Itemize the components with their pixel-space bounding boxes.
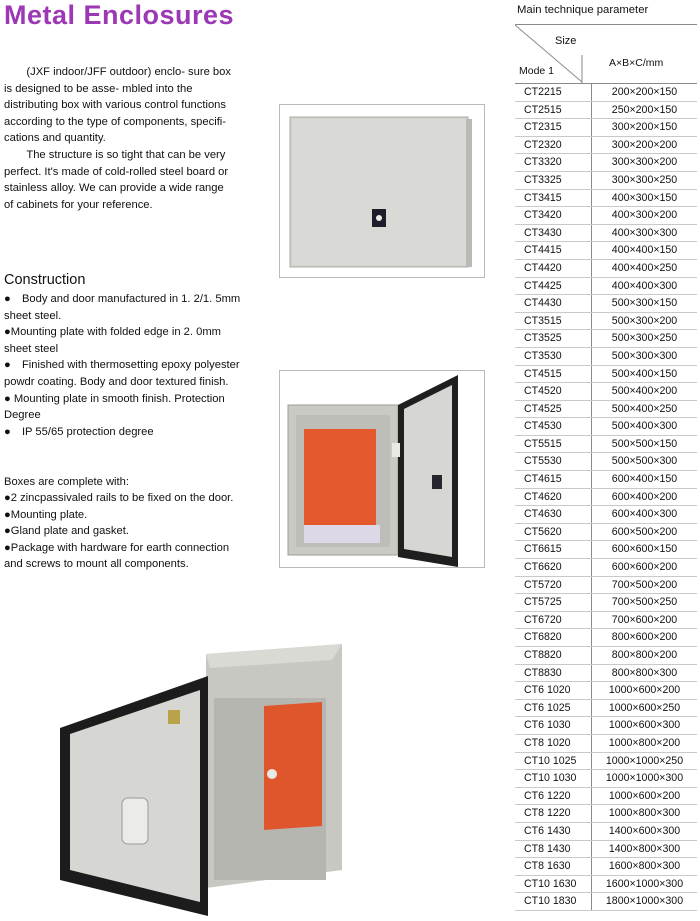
size-cell: 500×400×250 [592, 400, 698, 418]
size-cell: 500×400×150 [592, 365, 698, 383]
model-cell: CT2315 [515, 119, 592, 137]
model-cell: CT4530 [515, 418, 592, 436]
list-item: ●Package with hardware for earth connection and screws to mount all components. [4, 541, 230, 571]
model-cell: CT4420 [515, 259, 592, 277]
table-row [515, 488, 697, 506]
size-cell: 500×500×150 [592, 435, 698, 453]
open-enclosure-photo [279, 370, 485, 568]
open-enclosure-large-image [60, 644, 358, 916]
model-cell: CT10 1025 [515, 752, 592, 770]
model-cell: CT3525 [515, 330, 592, 348]
size-cell: 1600×800×300 [592, 858, 698, 876]
model-cell: CT3530 [515, 347, 592, 365]
table-row [515, 259, 697, 277]
table-row [515, 435, 697, 453]
table-row [515, 822, 697, 840]
table-title: Main technique parameter [517, 4, 649, 16]
model-cell: CT4425 [515, 277, 592, 295]
table-row [515, 699, 697, 717]
model-cell: CT3415 [515, 189, 592, 207]
table-row [515, 805, 697, 823]
table-row [515, 418, 697, 436]
list-item: ● Body and door manufactured in 1. 2/1. 5mm sheet steel. [4, 293, 241, 322]
closed-enclosure-photo [279, 104, 485, 278]
model-cell: CT6615 [515, 541, 592, 559]
table-row [515, 330, 697, 348]
model-cell: CT5620 [515, 523, 592, 541]
table-row [515, 400, 697, 418]
parameter-table [515, 24, 697, 911]
size-cell: 600×400×300 [592, 506, 698, 524]
table-row [515, 154, 697, 172]
model-cell: CT2515 [515, 101, 592, 119]
table-row [515, 770, 697, 788]
size-cell: 500×300×200 [592, 312, 698, 330]
model-cell: CT3320 [515, 154, 592, 172]
table-row [515, 383, 697, 401]
model-cell: CT6 1430 [515, 822, 592, 840]
model-cell: CT5725 [515, 594, 592, 612]
list-item: ● Mounting plate in smooth finish. Protection Degree [4, 392, 225, 422]
construction-list [4, 291, 244, 440]
size-cell: 500×300×300 [592, 347, 698, 365]
size-cell: 500×500×300 [592, 453, 698, 471]
size-cell: 200×200×150 [592, 84, 698, 101]
table-row [515, 752, 697, 770]
model-cell: CT5515 [515, 435, 592, 453]
model-cell: CT6 1030 [515, 717, 592, 735]
size-cell: 1000×1000×250 [592, 752, 698, 770]
list-item: ●Gland plate and gasket. [4, 525, 129, 538]
table-row [515, 119, 697, 137]
open-enclosure-large-photo [60, 644, 358, 916]
header-size-label: Size [555, 35, 577, 47]
size-cell: 1000×1000×300 [592, 770, 698, 788]
model-cell: CT6820 [515, 629, 592, 647]
model-cell: CT3430 [515, 224, 592, 242]
model-cell: CT5530 [515, 453, 592, 471]
size-cell: 1000×800×200 [592, 734, 698, 752]
model-cell: CT4415 [515, 242, 592, 260]
size-cell: 700×600×200 [592, 611, 698, 629]
table-row [515, 629, 697, 647]
size-cell: 400×400×150 [592, 242, 698, 260]
table-row [515, 858, 697, 876]
model-cell: CT3420 [515, 207, 592, 225]
size-cell: 300×300×200 [592, 154, 698, 172]
model-cell: CT8 1630 [515, 858, 592, 876]
table-row [515, 312, 697, 330]
size-cell: 500×300×250 [592, 330, 698, 348]
table-row [515, 471, 697, 489]
model-cell: CT8830 [515, 664, 592, 682]
model-cell: CT6 1020 [515, 682, 592, 700]
table-row [515, 717, 697, 735]
table-row [515, 875, 697, 893]
model-cell: CT10 1630 [515, 875, 592, 893]
model-cell: CT6 1220 [515, 787, 592, 805]
table-header [515, 24, 697, 84]
size-cell: 700×500×200 [592, 576, 698, 594]
table-row [515, 559, 697, 577]
model-cell: CT2320 [515, 136, 592, 154]
model-cell: CT4620 [515, 488, 592, 506]
table-row [515, 840, 697, 858]
size-cell: 800×600×200 [592, 629, 698, 647]
model-cell: CT5720 [515, 576, 592, 594]
size-cell: 1600×1000×300 [592, 875, 698, 893]
size-cell: 500×400×300 [592, 418, 698, 436]
size-cell: 600×400×150 [592, 471, 698, 489]
table-row [515, 207, 697, 225]
table-row [515, 787, 697, 805]
size-cell: 400×400×300 [592, 277, 698, 295]
size-cell: 800×800×300 [592, 664, 698, 682]
size-cell: 300×300×250 [592, 171, 698, 189]
open-enclosure-image [280, 371, 484, 567]
intro-text [4, 64, 236, 213]
size-cell: 1400×600×300 [592, 822, 698, 840]
table-row [515, 295, 697, 313]
model-cell: CT4430 [515, 295, 592, 313]
table-row [515, 242, 697, 260]
size-cell: 800×800×200 [592, 647, 698, 665]
table-row [515, 541, 697, 559]
table-row [515, 893, 697, 911]
size-cell: 500×400×200 [592, 383, 698, 401]
list-item: ● IP 55/65 protection degree [4, 425, 154, 438]
closed-enclosure-image [280, 105, 484, 277]
size-cell: 400×300×150 [592, 189, 698, 207]
table-row [515, 611, 697, 629]
model-cell: CT4520 [515, 383, 592, 401]
model-cell: CT4615 [515, 471, 592, 489]
model-cell: CT8820 [515, 647, 592, 665]
size-cell: 600×400×200 [592, 488, 698, 506]
model-cell: CT10 1030 [515, 770, 592, 788]
model-cell: CT10 1830 [515, 893, 592, 911]
header-mode-label: Mode 1 [519, 65, 555, 77]
table-row [515, 506, 697, 524]
size-cell: 600×500×200 [592, 523, 698, 541]
table-body [515, 84, 697, 910]
table-row [515, 224, 697, 242]
size-cell: 700×500×250 [592, 594, 698, 612]
model-cell: CT4525 [515, 400, 592, 418]
list-item: ●Mounting plate with folded edge in 2. 0mm sheet steel [4, 326, 221, 355]
list-item: ●Mounting plate. [4, 508, 88, 521]
size-cell: 600×600×150 [592, 541, 698, 559]
size-cell: 1000×600×300 [592, 717, 698, 735]
table-row [515, 84, 697, 101]
model-cell: CT4630 [515, 506, 592, 524]
model-cell: CT6620 [515, 559, 592, 577]
model-cell: CT8 1220 [515, 805, 592, 823]
size-cell: 1000×600×200 [592, 787, 698, 805]
size-cell: 400×300×200 [592, 207, 698, 225]
model-cell: CT6720 [515, 611, 592, 629]
size-cell: 600×600×200 [592, 559, 698, 577]
size-cell: 500×300×150 [592, 295, 698, 313]
header-dims-label: A×B×C/mm [609, 57, 664, 69]
table-row [515, 365, 697, 383]
construction-heading: Construction [4, 272, 86, 288]
size-cell: 300×200×150 [592, 119, 698, 137]
table-row [515, 594, 697, 612]
intro-paragraph-1: (JXF indoor/JFF outdoor) enclo- sure box is designed to be asse- mbled into the distributing box with various control functions according to the type of components, specifi- cations and quantity. [4, 66, 231, 145]
model-cell: CT6 1025 [515, 699, 592, 717]
boxes-heading: Boxes are complete with: [4, 476, 129, 488]
size-cell: 1800×1000×300 [592, 893, 698, 911]
model-cell: CT8 1430 [515, 840, 592, 858]
model-cell: CT4515 [515, 365, 592, 383]
table-row [515, 647, 697, 665]
model-cell: CT8 1020 [515, 734, 592, 752]
model-cell: CT3515 [515, 312, 592, 330]
table-row [515, 347, 697, 365]
size-cell: 300×200×200 [592, 136, 698, 154]
table-row [515, 576, 697, 594]
table-row [515, 734, 697, 752]
size-cell: 1000×800×300 [592, 805, 698, 823]
table-row [515, 189, 697, 207]
list-item: ● Finished with thermosetting epoxy polyester powdr coating. Body and door textured finish. [4, 359, 240, 388]
table-row [515, 277, 697, 295]
model-cell: CT2215 [515, 84, 592, 101]
intro-paragraph-2: The structure is so tight that can be very perfect. It's made of cold-rolled steel board or stainless alloy. We can provide a wide range of cabinets for your reference. [4, 148, 229, 211]
table-row [515, 171, 697, 189]
size-cell: 400×400×250 [592, 259, 698, 277]
size-cell: 250×200×150 [592, 101, 698, 119]
table-row [515, 664, 697, 682]
page-title: Metal Enclosures [4, 0, 235, 30]
size-cell: 1400×800×300 [592, 840, 698, 858]
table-row [515, 523, 697, 541]
boxes-list [4, 490, 244, 573]
model-cell: CT3325 [515, 171, 592, 189]
table-row [515, 136, 697, 154]
list-item: ●2 zincpassivaled rails to be fixed on the door. [4, 492, 234, 504]
size-cell: 1000×600×200 [592, 682, 698, 700]
size-cell: 400×300×300 [592, 224, 698, 242]
size-cell: 1000×600×250 [592, 699, 698, 717]
table-row [515, 453, 697, 471]
table-row [515, 682, 697, 700]
table-row [515, 101, 697, 119]
